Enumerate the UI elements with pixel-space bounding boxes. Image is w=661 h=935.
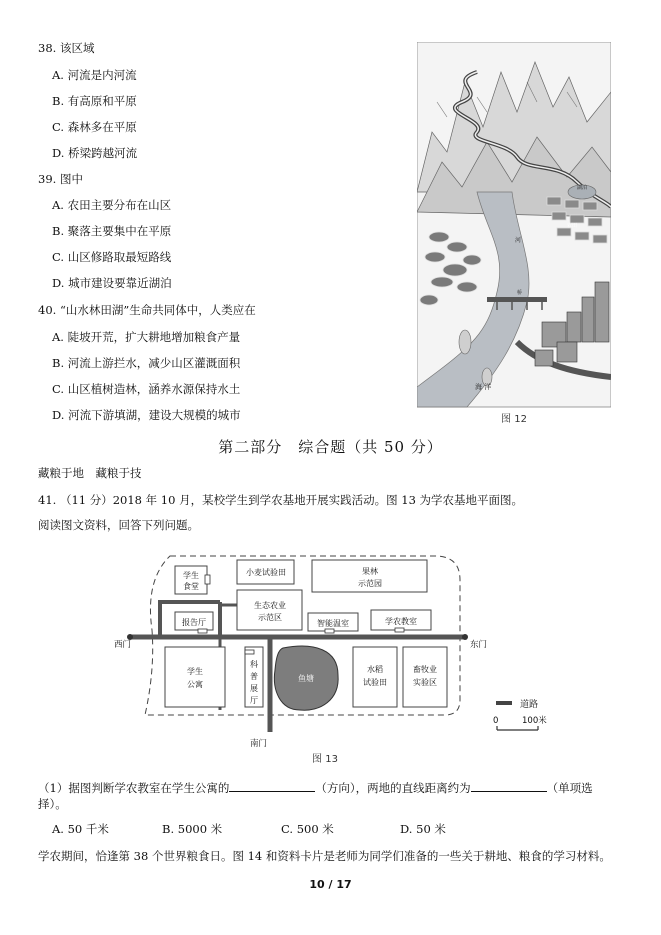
map-greenhouse: 智能温室 [317, 619, 349, 628]
map-eco-line1: 生态农业 [254, 601, 286, 610]
figure-13-plan-map [100, 550, 560, 768]
map-rice-line2: 试验田 [363, 678, 387, 687]
map-science-3: 展 [250, 684, 258, 693]
fig12-label-lake: 湖泊 [576, 185, 588, 191]
fig12-caption: 图 12 [501, 414, 527, 425]
fig12-ocean-label: 海 洋 [475, 383, 492, 391]
map-rice-line1: 水稻 [367, 665, 383, 674]
map-south-gate: 南门 [250, 739, 268, 749]
map-orchard-line2: 示范园 [358, 579, 382, 588]
q41-choice-d: D. 50 米 [400, 822, 446, 836]
map-report-hall: 报告厅 [182, 618, 206, 627]
map-science-2: 普 [250, 672, 258, 681]
map-wheat-field: 小麦试验田 [246, 568, 286, 577]
q41-sub1-part-a: （1）据图判断学农教室在学生公寓的 [38, 781, 230, 795]
q41-intro: 41. （11 分）2018 年 10 月，某校学生到学农基地开展实践活动。图 13 为学农基地平面图。 [38, 493, 524, 507]
map-canteen-line2: 食堂 [183, 582, 199, 591]
closing-paragraph: 学农期间，恰逢第 38 个世界粮食日。图 14 和资料卡片是老师为同学们准备的一些关于耕地、粮食的学习材料。 [38, 849, 611, 863]
map-canteen-line1: 学生 [183, 571, 199, 580]
scale-zero: 0 [493, 716, 499, 726]
fig12-label-bridge: 桥 [517, 290, 523, 296]
section-motto: 藏粮于地 藏粮于技 [38, 466, 142, 480]
fig13-caption: 图 13 [312, 754, 338, 765]
map-livestock-line2: 实验区 [413, 678, 437, 687]
map-science-4: 厅 [250, 696, 258, 705]
q40-option-d: D. 河流下游填湖，建设大规模的城市 [52, 408, 241, 422]
q38-option-c: C. 森林多在平原 [52, 120, 137, 134]
map-west-gate: 西门 [114, 640, 132, 650]
q38-stem: 38. 该区域 [38, 41, 95, 55]
q38-option-d: D. 桥梁跨越河流 [52, 146, 138, 160]
q41-sub1-part-d: 择）。 [38, 797, 67, 811]
q38-option-a: A. 河流是内河流 [52, 68, 137, 82]
section-title: 第二部分 综合题（共 50 分） [218, 438, 443, 456]
q39-option-b: B. 聚落主要集中在平原 [52, 224, 172, 238]
q39-option-c: C. 山区修路取最短路线 [52, 250, 172, 264]
q41-sub1-part-b: （方向），两地的直线距离约为 [315, 781, 471, 795]
legend-road-label: 道路 [520, 700, 539, 710]
fig12-label-fields: 农田 [567, 223, 578, 229]
map-science-1: 科 [250, 660, 258, 669]
q41-choice-a: A. 50 千米 [52, 822, 109, 836]
q39-option-d: D. 城市建设要靠近湖泊 [52, 276, 172, 290]
q41-choice-b: B. 5000 米 [162, 822, 223, 836]
answer-blank-direction[interactable] [229, 780, 315, 792]
q41-choice-c: C. 500 米 [281, 822, 334, 836]
map-dorm-line2: 公寓 [187, 680, 203, 689]
map-east-gate: 东门 [470, 640, 488, 650]
q41-instruction: 阅读图文资料，回答下列问题。 [38, 518, 199, 532]
map-classroom: 学农教室 [385, 617, 417, 626]
q41-sub1-part-c: （单项选 [546, 781, 593, 795]
map-dorm-line1: 学生 [187, 667, 203, 676]
q40-option-c: C. 山区植树造林，涵养水源保持水土 [52, 382, 241, 396]
map-fish-pond: 鱼塘 [298, 674, 314, 683]
page-number: 10 / 17 [309, 878, 352, 891]
q40-option-b: B. 河流上游拦水，减少山区灌溉面积 [52, 356, 241, 370]
map-eco-line2: 示范区 [258, 613, 282, 622]
answer-blank-distance[interactable] [471, 780, 547, 792]
q38-option-b: B. 有高原和平原 [52, 94, 137, 108]
q39-option-a: A. 农田主要分布在山区 [52, 198, 172, 212]
figure-12-illustration [417, 42, 611, 430]
q41-sub1-line1 [38, 780, 593, 795]
q40-stem: 40. “山水林田湖”生命共同体中，人类应在 [38, 303, 256, 317]
scale-value: 100米 [522, 716, 547, 726]
map-livestock-line1: 畜牧业 [413, 665, 437, 674]
q40-option-a: A. 陡坡开荒，扩大耕地增加粮食产量 [52, 330, 241, 344]
q39-stem: 39. 图中 [38, 172, 83, 186]
map-orchard-line1: 果林 [362, 567, 378, 576]
fig12-label-river: 河 [515, 237, 522, 244]
